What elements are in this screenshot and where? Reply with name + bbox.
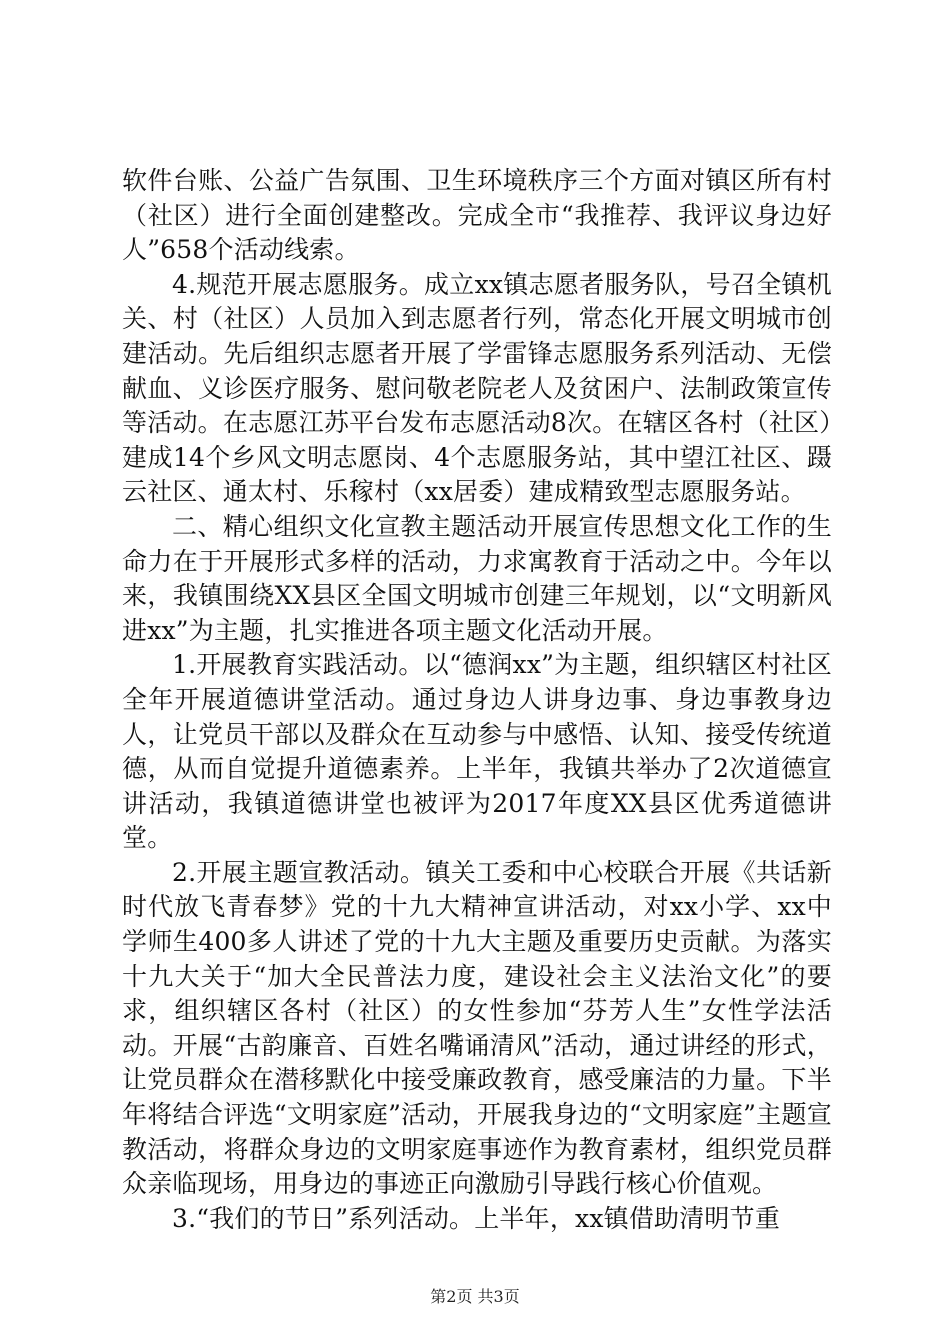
- paragraph-theme-education: 2.开展主题宣教活动。镇关工委和中心校联合开展《共话新时代放飞青春梦》党的十九大精神宣讲活动，对xx小学、xx中学师生400多人讲述了党的十九大主题及重要历史贡献。为落实十九大关于“加大全民普法力度，建设社会主义法治文化”的要求，组织辖区各村（社区）的女性参加“芬芳人生”女性学法活动。开展“古韵廉音、百姓名嘴诵清风”活动，通过讲经的形式，让党员群众在潜移默化中接受廉政教育，感受廉洁的力量。下半年将结合评选“文明家庭”活动，开展我身边的“文明家庭”主题宣教活动，将群众身边的文明家庭事迹作为教育素材，组织党员群众亲临现场，用身边的事迹正向激励引导践行核心价值观。: [122, 857, 832, 1199]
- page-number-footer: 第2页 共3页: [430, 1287, 520, 1306]
- paragraph-our-festivals: 3.“我们的节日”系列活动。上半年，xx镇借助清明节重: [172, 1203, 781, 1233]
- paragraph-volunteer-service: 4.规范开展志愿服务。成立xx镇志愿者服务队，号召全镇机关、村（社区）人员加入到志愿者行列，常态化开展文明城市创建活动。先后组织志愿者开展了学雷锋志愿服务系列活动、无偿献血、义诊医疗服务、慰问敬老院老人及贫困户、法制政策宣传等活动。在志愿江苏平台发布志愿活动8次。在辖区各村（社区）建成14个乡风文明志愿岗、4个志愿服务站，其中望江社区、蹑云社区、通太村、乐稼村（xx居委）建成精致型志愿服务站。: [122, 269, 832, 507]
- document-body: [122, 164, 832, 1236]
- paragraph-education-practice: 1.开展教育实践活动。以“德润xx”为主题，组织辖区村社区全年开展道德讲堂活动。通过身边人讲身边事、身边事教身边人，让党员干部以及群众在互动参与中感悟、认知、接受传统道德，从而自觉提升道德素养。上半年，我镇共举办了2次道德宣讲活动，我镇道德讲堂也被评为2017年度XX县区优秀道德讲堂。: [122, 650, 832, 853]
- paragraph-section-two: 二、精心组织文化宣教主题活动开展宣传思想文化工作的生命力在于开展形式多样的活动，力求寓教育于活动之中。今年以来，我镇围绕XX县区全国文明城市创建三年规划，以“文明新风进xx”为主题，扎实推进各项主题文化活动开展。: [122, 511, 832, 645]
- paragraph-continuation: 软件台账、公益广告氛围、卫生环境秩序三个方面对镇区所有村（社区）进行全面创建整改。完成全市“我推荐、我评议身边好人”658个活动线索。: [122, 166, 832, 265]
